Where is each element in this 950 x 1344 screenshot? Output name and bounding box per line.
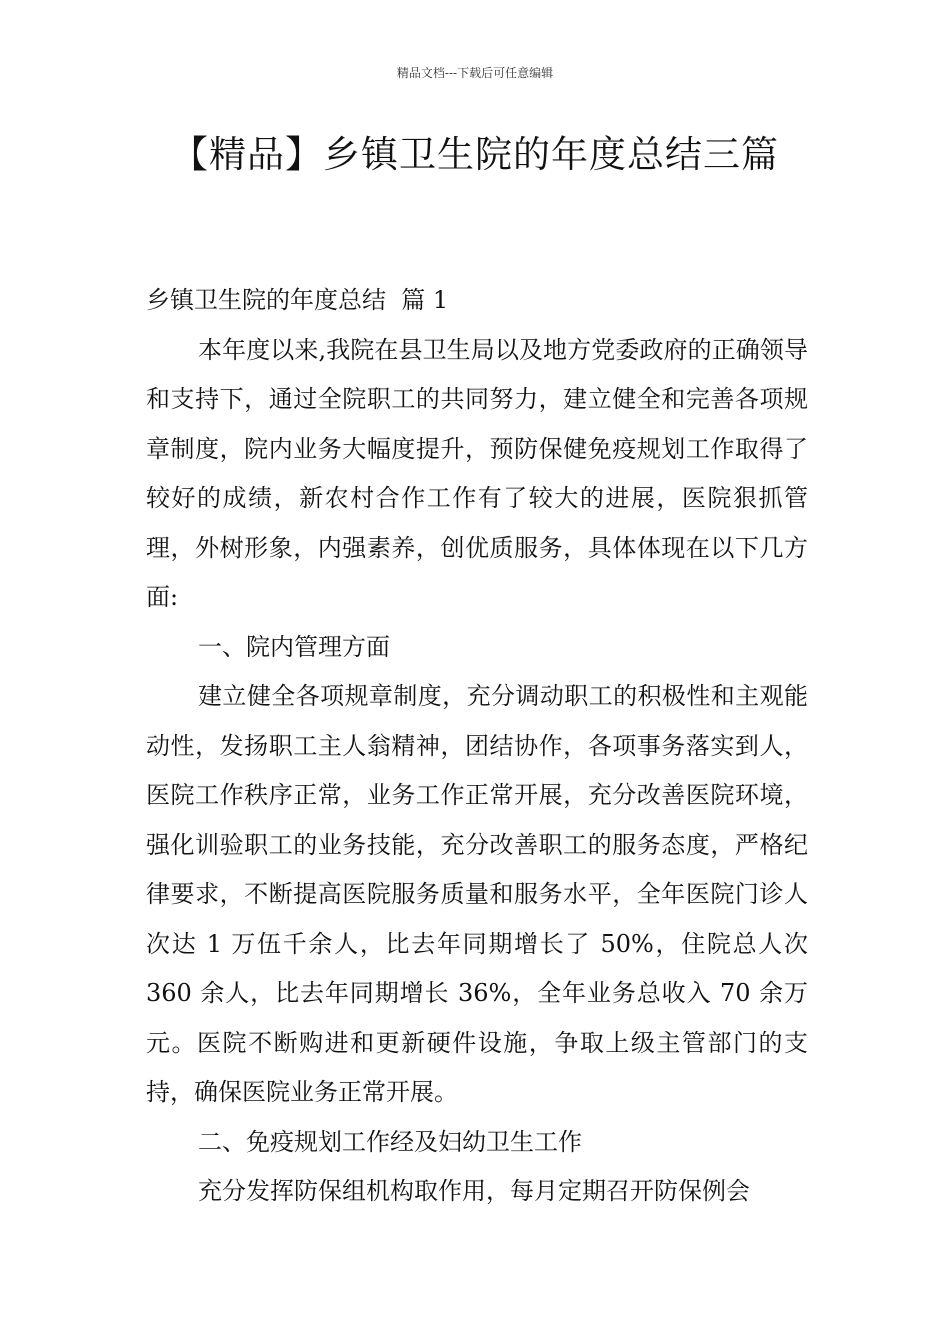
paragraph-intro: 本年度以来,我院在县卫生局以及地方党委政府的正确领导和支持下，通过全院职工的共同努力，建立健全和完善各项规章制度，院内业务大幅度提升，预防保健免疫规划工作取得了较好的成绩，新农村合作工作有了较大的进展，医院狠抓管理，外树形象，内强素养，创优质服务，具体体现在以下几方面: — [146, 335, 808, 611]
subheading-management: 一、院内管理方面 — [198, 632, 390, 661]
document-title: 【精品】乡镇卫生院的年度总结三篇 — [171, 133, 779, 176]
paragraph-management: 建立健全各项规章制度，充分调动职工的积极性和主观能动性，发扬职工主人翁精神，团结协作，各项事务落实到人，医院工作秩序正常，业务工作正常开展，充分改善医院环境，强化训验职工的业务技能，充分改善职工的服务态度，严格纪律要求，不断提高医院服务质量和服务水平，全年医院门诊人次达 1 万伍千余人，比去年同期增长了 50%，住院总人次 360 余人，比去年同期增长 36%，全年业务总收入 70 余万元。医院不断购进和更新硬件设施，争取上级主管部门的支持，确保医院业务正常开展。 — [146, 682, 808, 1106]
subheading-immunization: 二、免疫规划工作经及妇幼卫生工作 — [198, 1127, 582, 1156]
header-note: 精品文档---下载后可任意编辑 — [396, 66, 554, 80]
paragraph-immunization: 充分发挥防保组机构取作用，每月定期召开防保例会 — [198, 1177, 750, 1205]
section-heading: 乡镇卫生院的年度总结 篇 1 — [146, 286, 449, 314]
document-body — [146, 276, 808, 1217]
